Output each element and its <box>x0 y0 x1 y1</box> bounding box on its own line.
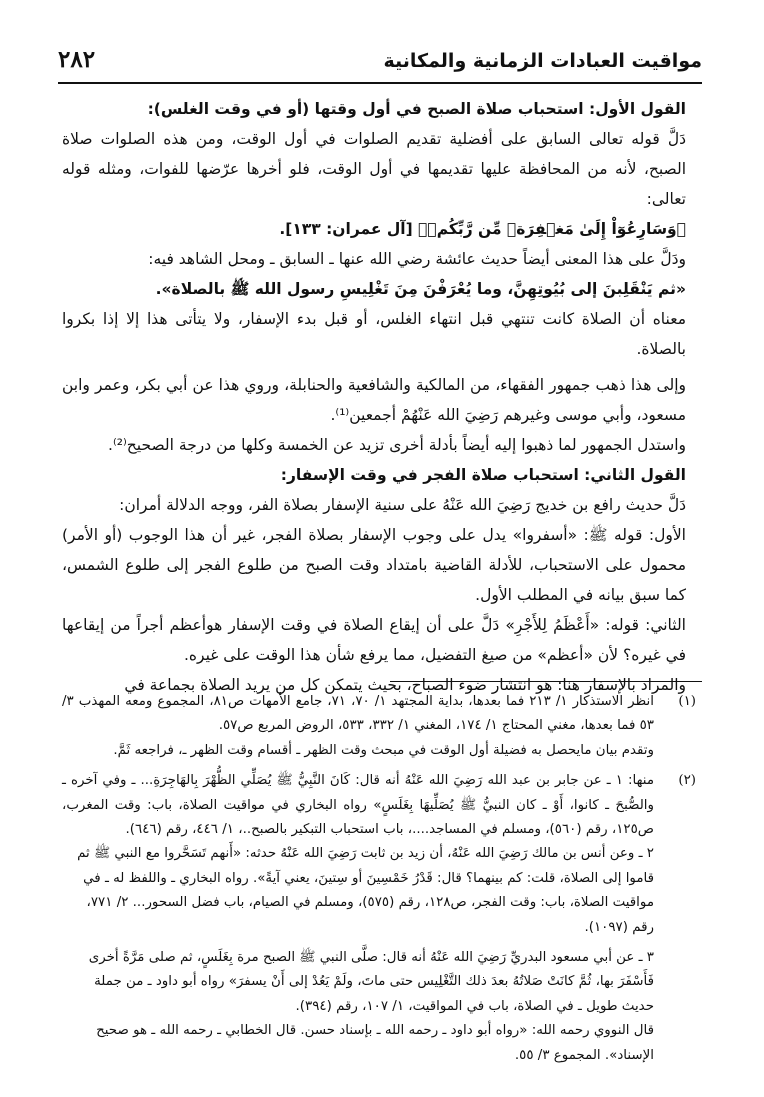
paragraph: وإلى هذا ذهب جمهور الفقهاء، من المالكية والشافعية والحنابلة، وروي هذا عن أبي بكر، وعمر وابن مسعود، وأبي موسى وغيرهم رَضِيَ الله عَنْهُمْ أجمعين⁽¹⁾. <box>62 376 686 424</box>
main-text <box>62 94 700 700</box>
running-title: مواقيت العبادات الزمانية والمكانية <box>383 50 702 72</box>
footnote-number: (١) <box>678 694 696 709</box>
footnote-1 <box>62 690 698 739</box>
footnote-separator <box>390 681 702 682</box>
footnote-text: انظر الاستذكار ١/ ٢١٣ فما بعدها، بداية المجتهد ١/ ٧٠، ٧١، جامع الأمهات ص٨١، المجموع ومعه المهذب ٣/ ٥٣ فما بعدها، مغني المحتاج ١/ ١٧٤، المغني ١/ ٣٣٢، ٥٣٣، الروض المربع ص٥٧. <box>62 694 654 734</box>
paragraph: ودَلَّ على هذا المعنى أيضاً حديث عائشة رضي الله عنها ـ السابق ـ ومحل الشاهد فيه: <box>148 250 686 268</box>
footnote-2 <box>62 769 698 842</box>
running-header <box>58 44 702 80</box>
footnotes <box>62 690 698 1068</box>
paragraph: دَلَّ قوله تعالى السابق على أفضلية تقديم الصلوات في أول الوقت، ومن هذه الصلوات صلاة الصبح، لأنه من المحافظة عليها تقديمها في أول الوقت، فلو أخرها عرّضها للفوات، ومثله قوله تعالى: <box>62 130 686 208</box>
paragraph: واستدل الجمهور لما ذهبوا إليه أيضاً بأدلة أخرى تزيد عن الخمسة وكلها من درجة الصحيح⁽²⁾. <box>108 436 686 454</box>
paragraph: الأول: قوله ﷺ: «أسفروا» يدل على وجوب الإسفار بصلاة الفجر، غير أن هذا الوجوب (أو الأمر) محمول على الاستحباب، للأدلة القاضية بامتداد وقت الصبح من طلوع الفجر إلى طلوع الشمس، كما سبق بيانه في المطلب الأول. <box>62 526 686 604</box>
footnote-2-nawawi: قال النووي رحمه الله: «رواه أبو داود ـ رحمه الله ـ بإسناد حسن. قال الخطابي ـ رحمه الله ـ هو صحيح الإسناد». المجموع ٣/ ٥٥. <box>96 1023 654 1063</box>
footnote-text: منها: ١ ـ عن جابر بن عبد الله رَضِيَ الله عَنْهُ أنه قال: كَانَ النَّبِيُّ ﷺ يُصَلِّي الظُّهْرَ بِالهَاجِرَةِ... ـ وفي آخره ـ والصُّبحَ ـ كانوا، أَوْ ـ كان النبيُّ ﷺ يُصَلِّيهَا بِغَلَسٍ» رواه البخاري في مواقيت الصلاة، باب: وقت المغرب، ص١٢٥، رقم (٥٦٠)، ومسلم في المساجد....، باب استحباب التبكير بالصبح..، ١/ ٤٤٦، رقم (٦٤٦). <box>62 773 655 838</box>
page-number: ٢٨٢ <box>58 46 96 73</box>
footnote-2-item-3: ٣ ـ عن أبي مسعود البدريِّ رَضِيَ الله عَنْهُ أنه قال: صلَّى النبي ﷺ الصبح مرة بِغَلَسٍ، ثم صلى مَرَّةً أخرى فَأَسْفَرَ بها، ثُمَّ كانَتْ صَلاتُهُ بعدَ ذلك التَّغْلِيس حتى ماتَ، ولَمْ يَعُدْ إلى أَنْ يسفرَ» رواه أبو داود ـ من جملة حديث طويل ـ في الصلاة، باب في المواقيت، ١/ ١٠٧، رقم (٣٩٤). <box>88 950 654 1014</box>
paragraph: دَلَّ حديث رافع بن خديج رَضِيَ الله عَنْهُ على سنية الإسفار بصلاة الفر، ووجه الدلالة أمران: <box>119 496 686 514</box>
paragraph: والمراد بالإسفار هنا: هو انتشار ضوء الصباح، بحيث يتمكن كل من يريد الصلاة بجماعة في <box>124 676 686 694</box>
paragraph: معناه أن الصلاة كانت تنتهي قبل انتهاء الغلس، أو قبل بدء الإسفار، ولا يتأتى هذا إلا إذا بكروا بالصلاة. <box>62 310 686 358</box>
footnote-number: (٢) <box>678 773 696 789</box>
header-rule <box>58 82 702 84</box>
paragraph: الثاني: قوله: «أَعْظَمُ لِلأَجْرِ» دَلَّ على أن إيقاع الصلاة في وقت الإسفار هوأعظم أجراً من إيقاعها في غيره؟ لأن «أعظم» من صيغ التفضيل، مما يرفع شأن هذا الوقت على غيره. <box>62 616 686 664</box>
footnote-1-continuation: وتقدم بيان مايحصل به فضيلة أول الوقت في مبحث وقت الظهر ـ أقسام وقت الظهر ـ، فراجعه ثَمَّ. <box>113 742 654 758</box>
section-heading-second-opinion: القول الثاني: استحباب صلاة الفجر في وقت الإسفار: <box>280 466 686 484</box>
quran-quote: ﴿وَسَارِعُوٓاْ إِلَىٰ مَغۡفِرَةٖ مِّن رَّبِّكُمۡ﴾ [آل عمران: ١٣٣]. <box>279 220 686 238</box>
hadith-quote: «ثم يَنْقَلِبنَ إلى بُيُوتِهِنَّ، وما يُعْرَفْنَ مِنَ تَغْلِيسِ رسول الله ﷺ بالصلاة». <box>155 280 686 298</box>
section-heading-first-opinion: القول الأول: استحباب صلاة الصبح في أول وقتها (أو في وقت الغلس): <box>147 100 686 118</box>
footnote-2-item-2: ٢ ـ وعن أنس بن مالك رَضِيَ الله عَنْهُ، أن زيد بن ثابت رَضِيَ الله عَنْهُ حدثه: «أَنهم تَسَحَّروا مع النبي ﷺ ثم قاموا إلى الصلاة، قلت: كم بينهما؟ قال: قَدْرُ خَمْسِينَ أو سِتينَ، يعني آيةً». رواه البخاري ـ واللفظ له ـ في مواقيت الصلاة، باب: وقت الفجر، ص١٢٨، رقم (٥٧٥)، ومسلم في الصيام، باب فضل السحور... ٢/ ٧٧١، رقم (١٠٩٧). <box>77 846 654 935</box>
